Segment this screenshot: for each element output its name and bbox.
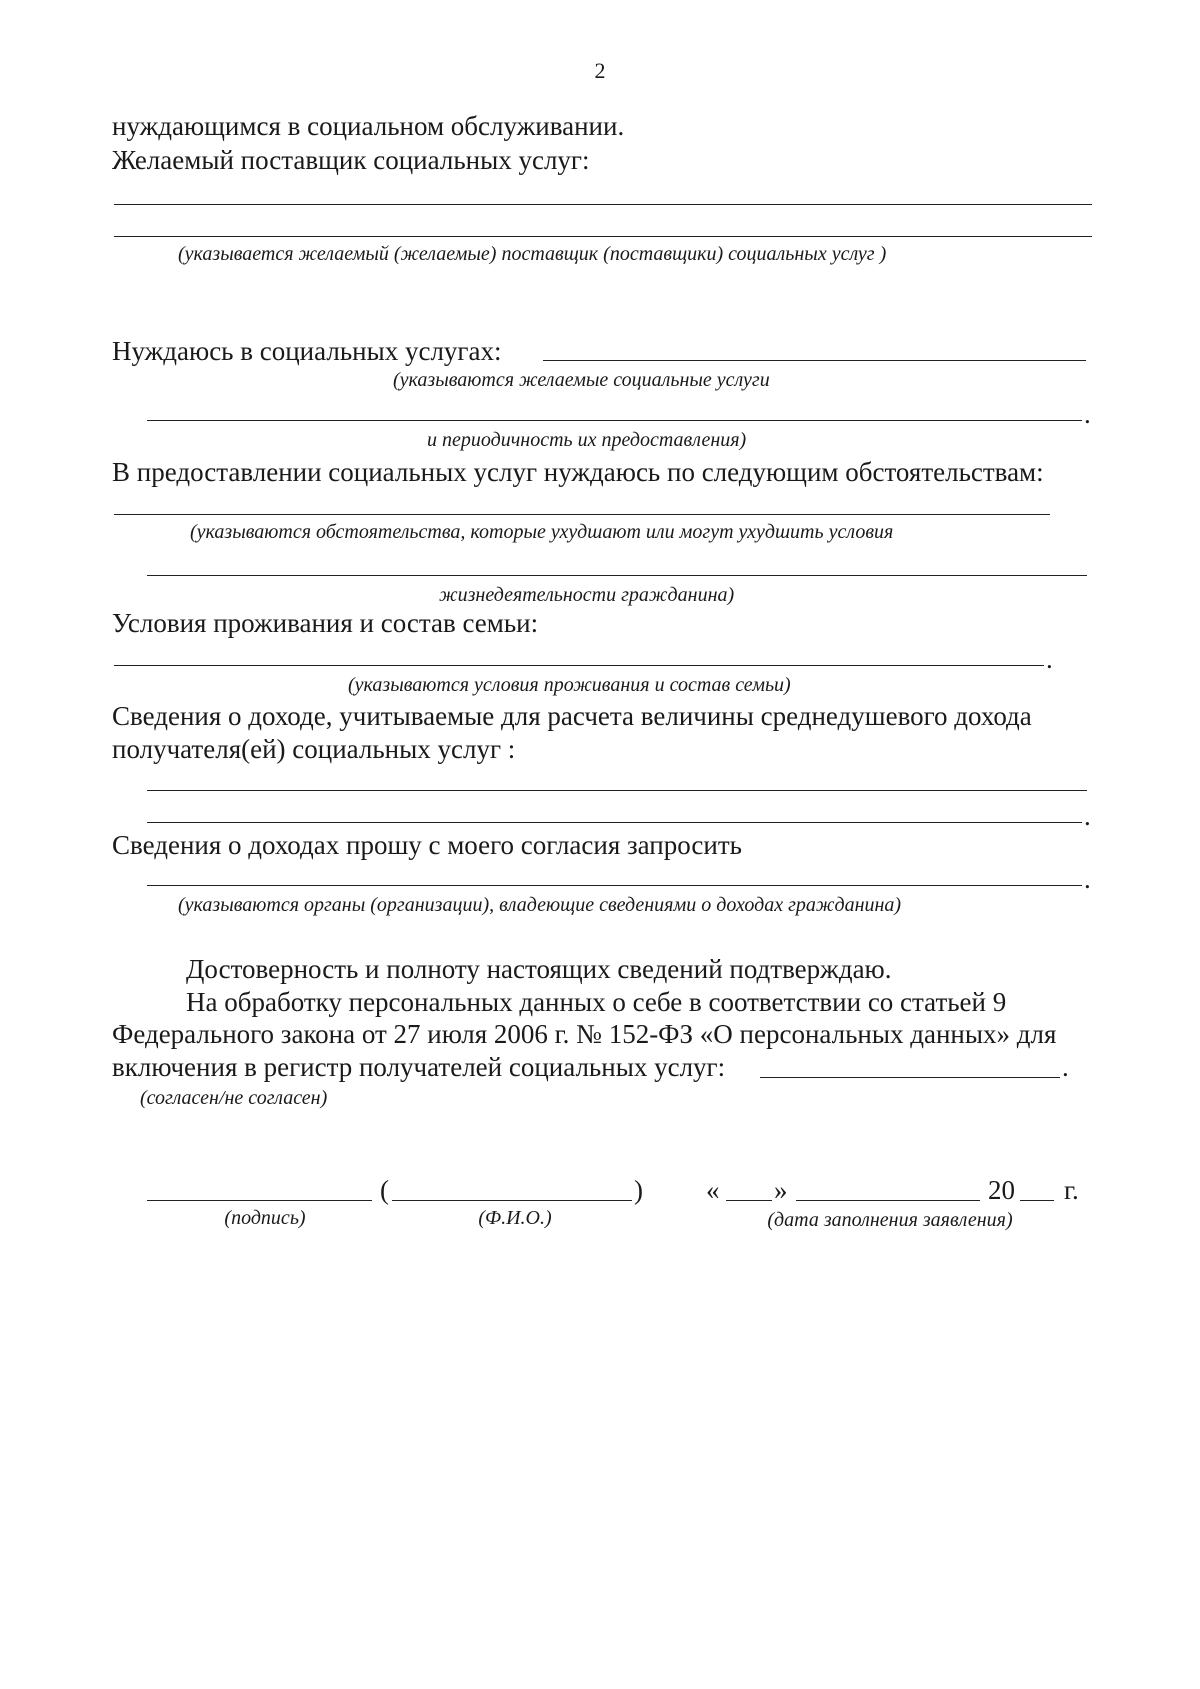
fio-close-paren: ) [634, 1175, 643, 1205]
family-period: . [1046, 644, 1053, 674]
provider-line-2[interactable] [114, 236, 1092, 237]
year-suffix: г. [1064, 1175, 1079, 1205]
fio-line[interactable] [392, 1200, 632, 1201]
services-caption-1: (указываются желаемые социальные услуги [393, 369, 770, 391]
income-request-period: . [1084, 864, 1091, 894]
date-caption: (дата заполнения заявления) [767, 1209, 1013, 1231]
circumstances-label: В предоставлении социальных услуг нуждаюсь по следующим обстоятельствам: [112, 457, 1044, 487]
consent-line-4: включения в регистр получателей социальных услуг: [112, 1052, 726, 1082]
year-prefix: 20 [988, 1175, 1015, 1205]
income-field-line-2[interactable] [147, 822, 1082, 823]
income-period: . [1084, 801, 1091, 831]
family-caption: (указываются условия проживания и состав семьи) [348, 674, 791, 696]
services-label: Нуждаюсь в социальных услугах: [112, 336, 502, 366]
income-field-line-1[interactable] [147, 790, 1087, 791]
circumstances-caption-1: (указываются обстоятельства, которые ухудшают или могут ухудшить условия [190, 521, 894, 543]
circumstances-caption-2: жизнедеятельности гражданина) [439, 584, 735, 606]
income-line-1: Сведения о доходе, учитываемые для расчета величины среднедушевого дохода [112, 701, 1032, 731]
year-line[interactable] [1020, 1200, 1054, 1201]
consent-line-1: Достоверность и полноту настоящих сведений подтверждаю. [186, 954, 892, 984]
provider-caption: (указывается желаемый (желаемые) поставщик (поставщики) социальных услуг ) [178, 243, 887, 265]
income-request-caption: (указываются органы (организации), владеющие сведениями о доходах гражданина) [178, 894, 902, 916]
provider-line-1[interactable] [114, 204, 1092, 205]
consent-answer-line[interactable] [760, 1077, 1060, 1078]
family-label: Условия проживания и состав семьи: [112, 608, 539, 638]
circumstances-line-2[interactable] [147, 575, 1087, 576]
day-quote-open: « [706, 1175, 720, 1205]
signature-line[interactable] [147, 1200, 372, 1201]
services-caption-2: и периодичность их предоставления) [427, 429, 747, 451]
consent-line-2: На обработку персональных данных о себе в соответствии со статьей 9 [186, 987, 1007, 1017]
consent-caption: (согласен/не согласен) [140, 1087, 328, 1109]
provider-label: Желаемый поставщик социальных услуг: [112, 145, 590, 175]
consent-line-3: Федерального закона от 27 июля 2006 г. № 152-ФЗ «О персональных данных» для [112, 1019, 1057, 1049]
circumstances-line-1[interactable] [114, 514, 1050, 515]
signature-caption: (подпись) [224, 1207, 306, 1229]
fio-open-paren: ( [380, 1175, 389, 1205]
services-line-1[interactable] [543, 360, 1086, 361]
consent-period: . [1062, 1052, 1069, 1082]
income-request-line[interactable] [147, 885, 1082, 886]
income-line-2: получателя(ей) социальных услуг : [112, 734, 516, 764]
intro-line: нуждающимся в социальном обслуживании. [112, 111, 625, 141]
services-period: . [1084, 399, 1091, 429]
day-line[interactable] [726, 1200, 772, 1201]
services-line-2[interactable] [147, 420, 1082, 421]
day-quote-close: » [774, 1175, 788, 1205]
month-line[interactable] [796, 1200, 980, 1201]
family-line[interactable] [114, 665, 1044, 666]
income-request-label: Сведения о доходах прошу с моего согласия запросить [112, 830, 742, 860]
fio-caption: (Ф.И.О.) [478, 1207, 552, 1229]
page-number: 2 [594, 58, 606, 83]
